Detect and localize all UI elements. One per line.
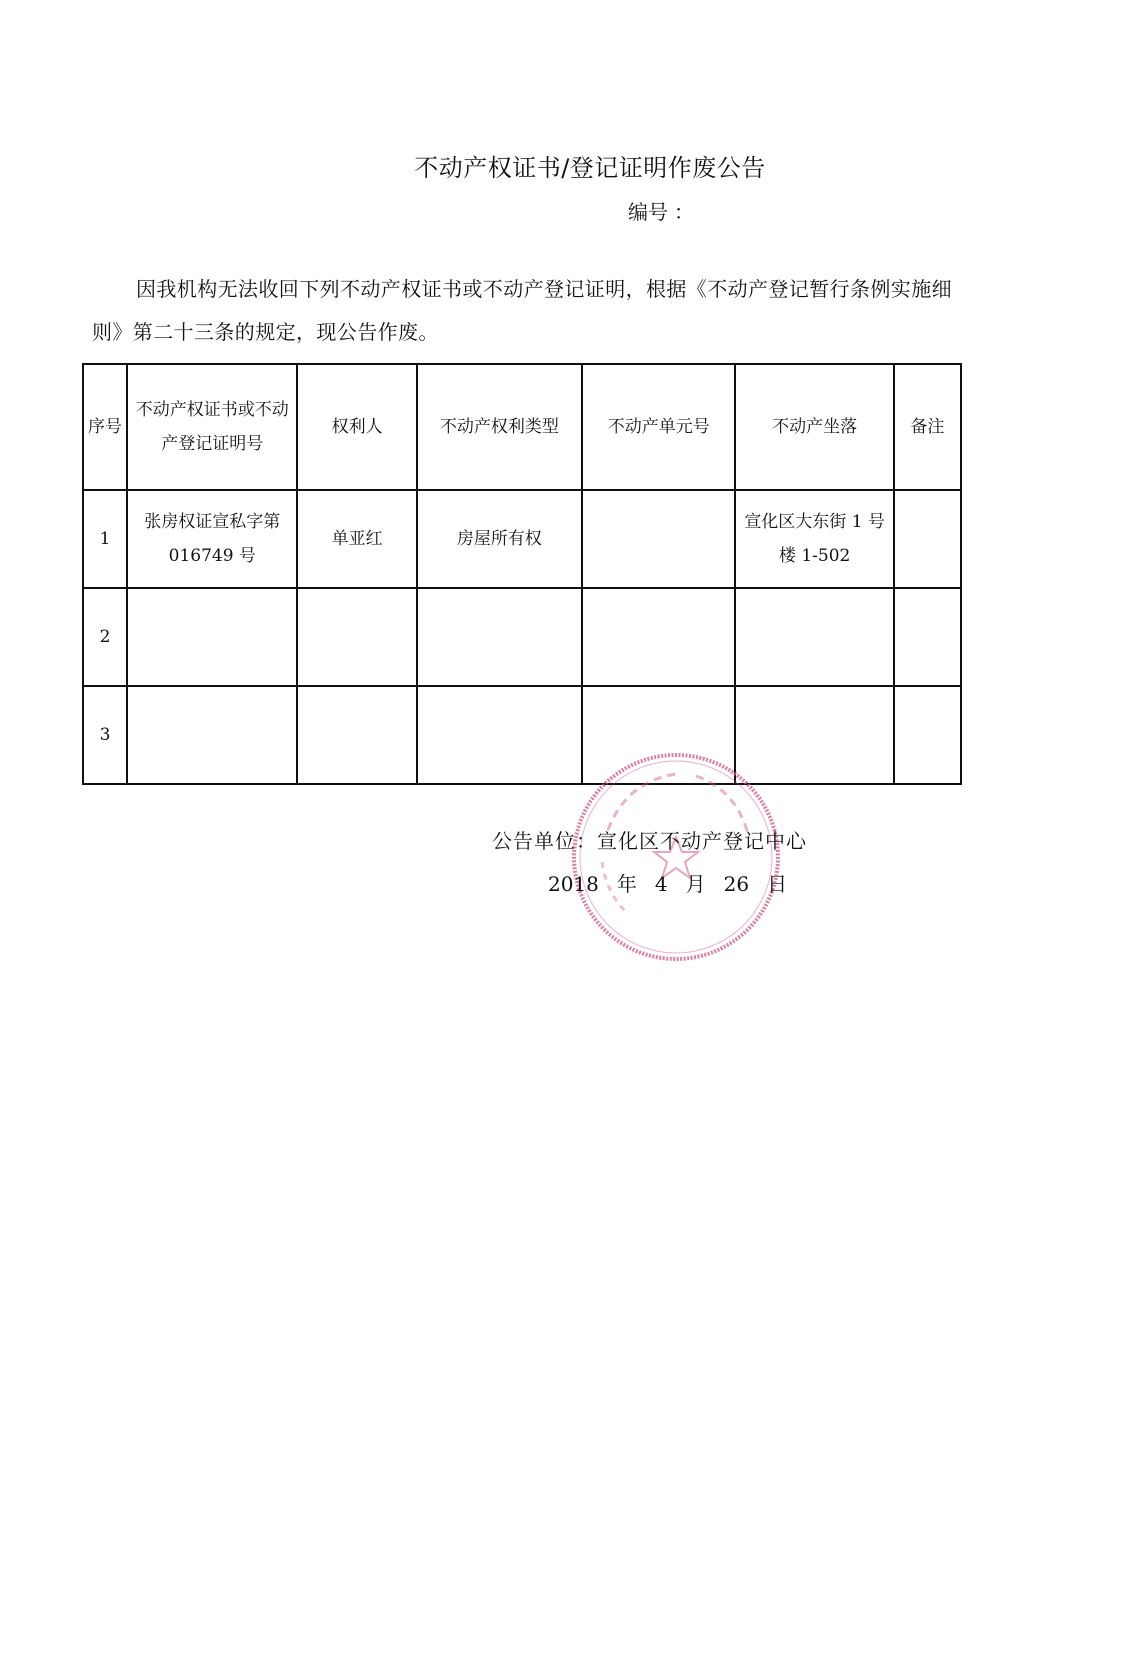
- table-row: [83, 686, 961, 784]
- serial-colon: ：: [674, 200, 694, 224]
- cell-index: 2: [83, 588, 127, 686]
- date-year-unit: 年: [616, 872, 637, 896]
- date-day-unit: 日: [767, 872, 788, 896]
- cell-location: 宣化区大东街 1 号楼 1-502: [735, 490, 893, 588]
- cell-right-holder: 单亚红: [297, 490, 416, 588]
- header-location: 不动产坐落: [735, 364, 893, 490]
- header-right-holder: 权利人: [297, 364, 416, 490]
- header-right-type: 不动产权利类型: [417, 364, 582, 490]
- issue-date: [548, 868, 805, 897]
- cell-right-holder: [297, 686, 416, 784]
- cell-certificate-number: [127, 588, 297, 686]
- header-index: 序号: [83, 364, 127, 490]
- date-month-unit: 月: [685, 872, 706, 896]
- official-seal: [566, 742, 786, 972]
- cell-unit-number: [582, 490, 735, 588]
- cell-location: [735, 588, 893, 686]
- cell-right-type: [417, 686, 582, 784]
- cell-index: 1: [83, 490, 127, 588]
- cell-certificate-number: [127, 686, 297, 784]
- table-header-row: [83, 364, 961, 490]
- cell-certificate-number: 张房权证宣私字第 016749 号: [127, 490, 297, 588]
- serial-label: 编号: [628, 200, 668, 224]
- cell-unit-number: [582, 588, 735, 686]
- cell-right-type: [417, 588, 582, 686]
- date-year: 2018: [548, 872, 599, 896]
- table-row: [83, 588, 961, 686]
- void-certificate-table: [82, 363, 962, 785]
- cell-index: 3: [83, 686, 127, 784]
- cell-remarks: [894, 686, 961, 784]
- cell-right-type: 房屋所有权: [417, 490, 582, 588]
- issuer-line: 公告单位：宣化区不动产登记中心: [492, 829, 807, 853]
- notice-body: 因我机构无法收回下列不动产权证书或不动产登记证明，根据《不动产登记暂行条例实施细则》第二十三条的规定，现公告作废。: [92, 277, 952, 344]
- cell-remarks: [894, 588, 961, 686]
- cell-remarks: [894, 490, 961, 588]
- serial-number: [628, 196, 694, 225]
- cell-right-holder: [297, 588, 416, 686]
- date-month: 4: [654, 872, 668, 896]
- header-certificate-number: 不动产权证书或不动产登记证明号: [127, 364, 297, 490]
- header-unit-number: 不动产单元号: [582, 364, 735, 490]
- header-remarks: 备注: [894, 364, 961, 490]
- date-day: 26: [723, 872, 750, 896]
- table-row: [83, 490, 961, 588]
- page-title: 不动产权证书/登记证明作废公告: [414, 154, 766, 182]
